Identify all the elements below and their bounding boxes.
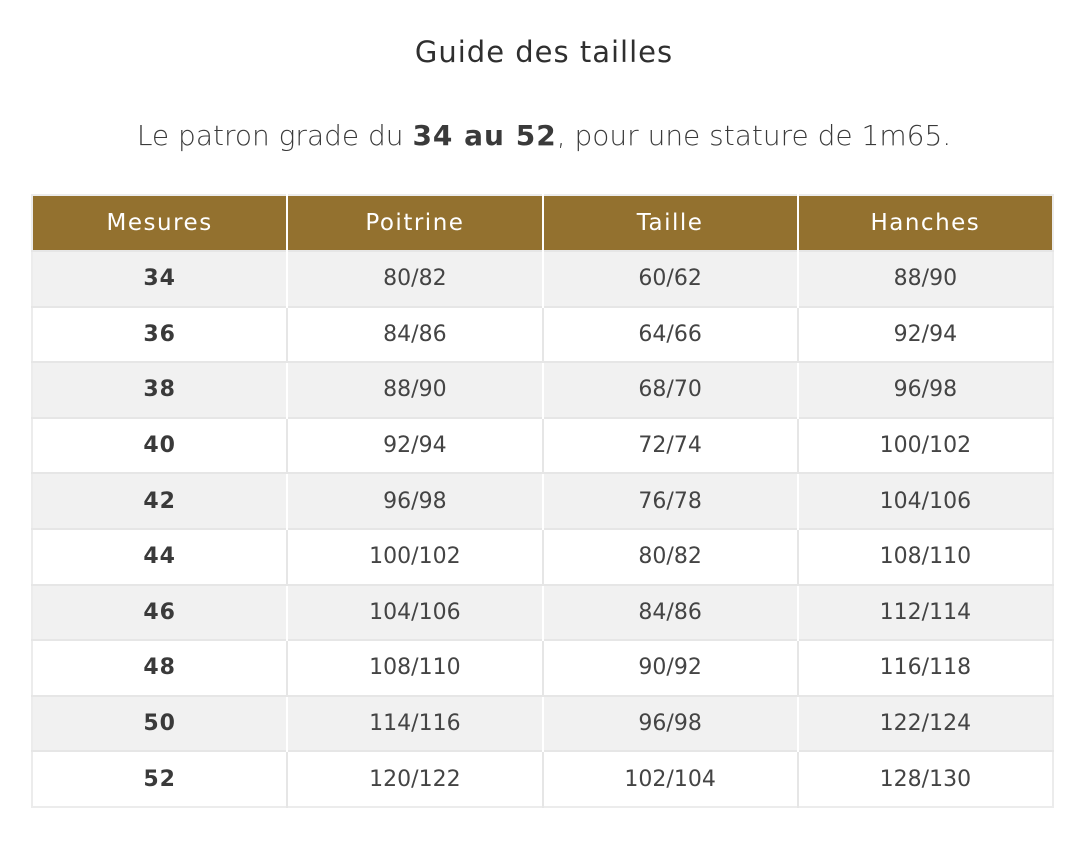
cell-taille: 96/98 [543,696,798,752]
subtitle-size-range: 34 au 52 [412,119,557,152]
cell-hanches: 112/114 [798,585,1053,641]
cell-hanches: 108/110 [798,529,1053,585]
cell-taille: 68/70 [543,362,798,418]
cell-hanches: 128/130 [798,751,1053,807]
size-guide-table [31,194,1054,808]
table-body [32,251,1053,807]
header-hanches: Hanches [798,195,1053,251]
size-guide-table-container [31,194,1054,808]
subtitle-suffix: , pour une stature de 1m65. [556,119,952,152]
cell-size: 46 [32,585,287,641]
cell-poitrine: 120/122 [287,751,542,807]
cell-taille: 72/74 [543,418,798,474]
table-row [32,473,1053,529]
header-row [32,195,1053,251]
cell-hanches: 122/124 [798,696,1053,752]
cell-poitrine: 80/82 [287,251,542,307]
cell-hanches: 104/106 [798,473,1053,529]
cell-hanches: 100/102 [798,418,1053,474]
cell-poitrine: 84/86 [287,307,542,363]
cell-poitrine: 104/106 [287,585,542,641]
cell-hanches: 116/118 [798,640,1053,696]
table-row [32,362,1053,418]
table-row [32,696,1053,752]
table-row [32,751,1053,807]
subtitle-prefix: Le patron grade du [136,119,413,152]
cell-taille: 60/62 [543,251,798,307]
cell-poitrine: 100/102 [287,529,542,585]
header-mesures: Mesures [32,195,287,251]
cell-hanches: 92/94 [798,307,1053,363]
header-taille: Taille [543,195,798,251]
cell-hanches: 96/98 [798,362,1053,418]
cell-size: 40 [32,418,287,474]
header-poitrine: Poitrine [287,195,542,251]
cell-hanches: 88/90 [798,251,1053,307]
cell-taille: 102/104 [543,751,798,807]
cell-taille: 76/78 [543,473,798,529]
table-header [32,195,1053,251]
cell-size: 34 [32,251,287,307]
cell-poitrine: 96/98 [287,473,542,529]
cell-size: 38 [32,362,287,418]
cell-poitrine: 108/110 [287,640,542,696]
cell-taille: 90/92 [543,640,798,696]
table-row [32,529,1053,585]
cell-size: 42 [32,473,287,529]
page-subtitle [0,114,1088,158]
page-title: Guide des tailles [414,35,674,69]
table-row [32,251,1053,307]
cell-taille: 84/86 [543,585,798,641]
cell-taille: 64/66 [543,307,798,363]
cell-taille: 80/82 [543,529,798,585]
cell-size: 52 [32,751,287,807]
cell-size: 50 [32,696,287,752]
table-row [32,640,1053,696]
table-row [32,307,1053,363]
cell-poitrine: 92/94 [287,418,542,474]
cell-size: 36 [32,307,287,363]
cell-size: 44 [32,529,287,585]
table-row [32,585,1053,641]
table-row [32,418,1053,474]
cell-size: 48 [32,640,287,696]
cell-poitrine: 88/90 [287,362,542,418]
cell-poitrine: 114/116 [287,696,542,752]
